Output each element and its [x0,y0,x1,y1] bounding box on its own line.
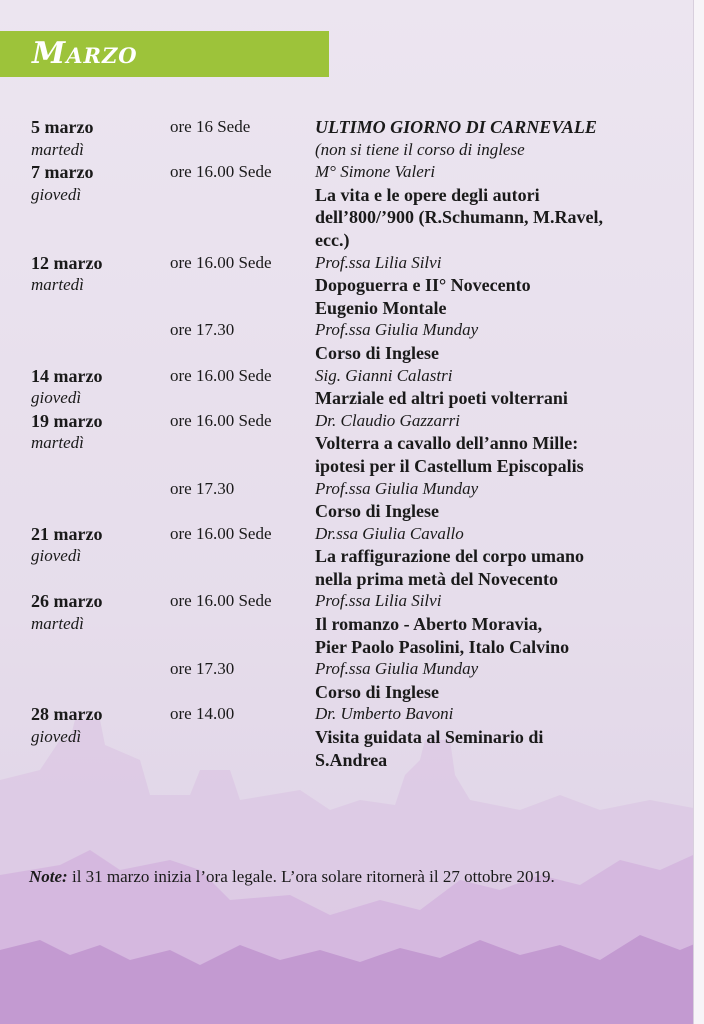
schedule-entry [0,365,704,410]
event-speaker: Prof.ssa Lilia Silvi [315,252,442,272]
schedule-row [0,478,704,501]
event-topic: Eugenio Montale [315,297,447,318]
event-topic: Corso di Inglese [315,342,440,363]
event-topic: La vita e le opere degli autori [315,184,540,205]
event-topic: dell’800/’900 (R.Schumann, M.Ravel, [315,207,603,228]
event-topic: Marziale ed altri poeti volterrani [315,388,568,409]
schedule-row [0,252,704,275]
schedule-row [0,139,704,162]
event-date: 14 marzo [31,365,103,386]
event-date: 7 marzo [31,162,94,183]
footer-note [29,866,555,888]
schedule-entry [0,523,704,591]
schedule-row [0,455,704,478]
schedule-row [0,681,704,704]
event-time: ore 16.00 Sede [170,365,272,385]
schedule-entry [0,161,704,251]
month-title: Marzo [32,36,138,71]
event-date: 5 marzo [31,117,94,137]
month-banner [0,31,329,77]
event-date: 28 marzo [31,704,103,725]
schedule-row [0,342,704,365]
note-label: Note: [29,867,68,886]
event-date: 19 marzo [31,410,103,431]
event-speaker: Prof.ssa Giulia Munday [315,320,479,340]
event-topic: La raffigurazione del corpo umano [315,546,584,567]
schedule-row [0,500,704,523]
event-date: 26 marzo [31,591,103,612]
schedule-row [0,206,704,229]
event-speaker: M° Simone Valeri [315,162,436,182]
event-time: ore 16.00 Sede [170,252,272,272]
event-weekday: giovedì [31,727,82,747]
event-speaker: Prof.ssa Giulia Munday [315,659,479,679]
schedule-row [0,590,704,613]
event-time: ore 16.00 Sede [170,523,272,543]
event-weekday: martedì [31,433,84,453]
event-weekday: martedì [31,275,84,295]
schedule-row [0,545,704,568]
event-time: ore 17.30 [170,659,235,679]
event-weekday: martedì [31,614,84,634]
event-topic: Corso di Inglese [315,681,440,702]
schedule-entry [0,410,704,523]
schedule-row [0,613,704,636]
event-time: ore 16 Sede [170,117,251,136]
event-date: 12 marzo [31,252,103,273]
event-weekday: martedì [31,139,84,159]
schedule-row [0,116,704,139]
event-topic: ipotesi per il Castellum Episcopalis [315,455,584,476]
event-weekday: giovedì [31,546,82,566]
schedule-entry [0,590,704,703]
event-topic: S.Andrea [315,749,388,770]
event-speaker: Prof.ssa Lilia Silvi [315,591,442,611]
event-topic: Volterra a cavallo dell’anno Mille: [315,433,579,454]
schedule-row [0,636,704,659]
event-speaker: Sig. Gianni Calastri [315,365,453,385]
schedule-row [0,658,704,681]
event-topic: Dopoguerra e II° Novecento [315,275,531,296]
event-date: 21 marzo [31,523,103,544]
schedule-row [0,410,704,433]
event-topic: Visita guidata al Seminario di [315,727,544,748]
event-time: ore 16.00 Sede [170,591,272,611]
schedule-row [0,568,704,591]
schedule-row [0,161,704,184]
event-time: ore 16.00 Sede [170,410,272,430]
event-time: ore 17.30 [170,478,235,498]
schedule-entry [0,252,704,365]
event-topic: Corso di Inglese [315,501,440,522]
event-topic: nella prima metà del Novecento [315,568,558,589]
event-time: ore 14.00 [170,704,235,724]
schedule-row [0,229,704,252]
event-speaker: Prof.ssa Giulia Munday [315,478,479,498]
schedule-row [0,274,704,297]
event-topic: ULTIMO GIORNO DI CARNEVALE [315,117,597,137]
event-speaker: Dr. Claudio Gazzarri [315,410,461,430]
schedule-row [0,387,704,410]
event-topic: Il romanzo - Aberto Moravia, [315,614,543,635]
event-weekday: giovedì [31,184,82,204]
schedule-row [0,184,704,207]
event-weekday: giovedì [31,388,82,408]
schedule-entry [0,703,704,771]
schedule-row [0,749,704,772]
note-text: il 31 marzo inizia l’ora legale. L’ora solare ritornerà il 27 ottobre 2019. [71,867,555,886]
schedule-row [0,365,704,388]
event-speaker: Dr. Umberto Bavoni [315,704,454,724]
schedule-row [0,703,704,726]
schedule-row [0,726,704,749]
event-topic: ecc.) [315,229,350,250]
event-topic: Pier Paolo Pasolini, Italo Calvino [315,636,570,657]
event-time: ore 16.00 Sede [170,162,272,182]
event-time: ore 17.30 [170,320,235,340]
schedule-row [0,297,704,320]
schedule-row [0,523,704,546]
event-speaker: Dr.ssa Giulia Cavallo [315,523,464,543]
schedule-row [0,319,704,342]
event-remark: (non si tiene il corso di inglese [315,139,525,159]
schedule-list [0,116,704,771]
schedule-row [0,432,704,455]
schedule-entry [0,116,704,161]
